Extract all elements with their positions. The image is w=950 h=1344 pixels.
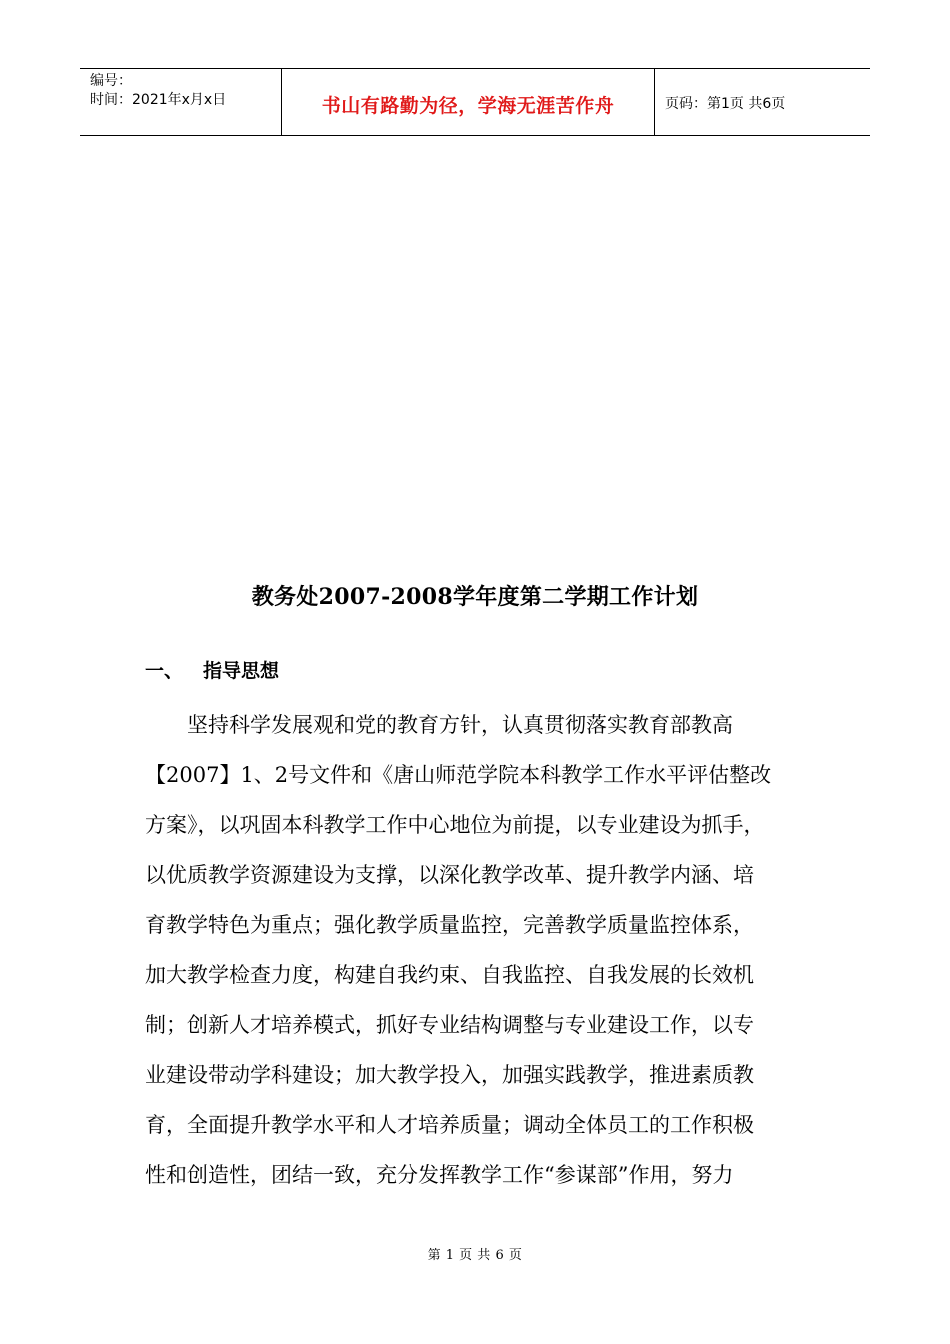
document-title: 教务处2007-2008学年度第二学期工作计划 <box>251 584 699 610</box>
header-page-cell <box>655 69 870 135</box>
body-paragraph <box>145 700 815 1200</box>
paragraph-line: 【2007】1、2号文件和《唐山师范学院本科教学工作水平评估整改 <box>145 763 772 787</box>
paragraph-line: 业建设带动学科建设；加大教学投入，加强实践教学，推进素质教 <box>145 1063 754 1087</box>
header-motto-cell <box>282 69 655 135</box>
paragraph-line: 方案》，以巩固本科教学工作中心地位为前提，以专业建设为抓手， <box>145 813 765 837</box>
paragraph-line: 坚持科学发展观和党的教育方针，认真贯彻落实教育部教高 <box>187 713 733 737</box>
header-meta-cell <box>80 69 282 135</box>
page-info: 页码：第1页 共6页 <box>665 96 786 112</box>
paragraph-line: 育教学特色为重点；强化教学质量监控，完善教学质量监控体系， <box>145 913 754 937</box>
paragraph-line: 以优质教学资源建设为支撑，以深化教学改革、提升教学内涵、培 <box>145 863 754 887</box>
header-table <box>80 68 870 136</box>
date-label: 时间：2021年x月x日 <box>90 92 227 108</box>
paragraph-line: 制；创新人才培养模式，抓好专业结构调整与专业建设工作，以专 <box>145 1013 754 1037</box>
page-footer: 第 1 页 共 6 页 <box>427 1248 523 1263</box>
motto-text: 书山有路勤为径，学海无涯苦作舟 <box>321 94 615 117</box>
paragraph-line: 育，全面提升教学水平和人才培养质量；调动全体员工的工作积极 <box>145 1113 754 1137</box>
section-title: 指导思想 <box>203 660 280 682</box>
section-number: 一、 <box>145 660 184 682</box>
code-label: 编号： <box>90 73 132 89</box>
paragraph-line: 加大教学检查力度，构建自我约束、自我监控、自我发展的长效机 <box>145 963 754 987</box>
section-heading <box>145 656 279 683</box>
paragraph-line: 性和创造性，团结一致，充分发挥教学工作“参谋部”作用，努力 <box>145 1163 734 1187</box>
